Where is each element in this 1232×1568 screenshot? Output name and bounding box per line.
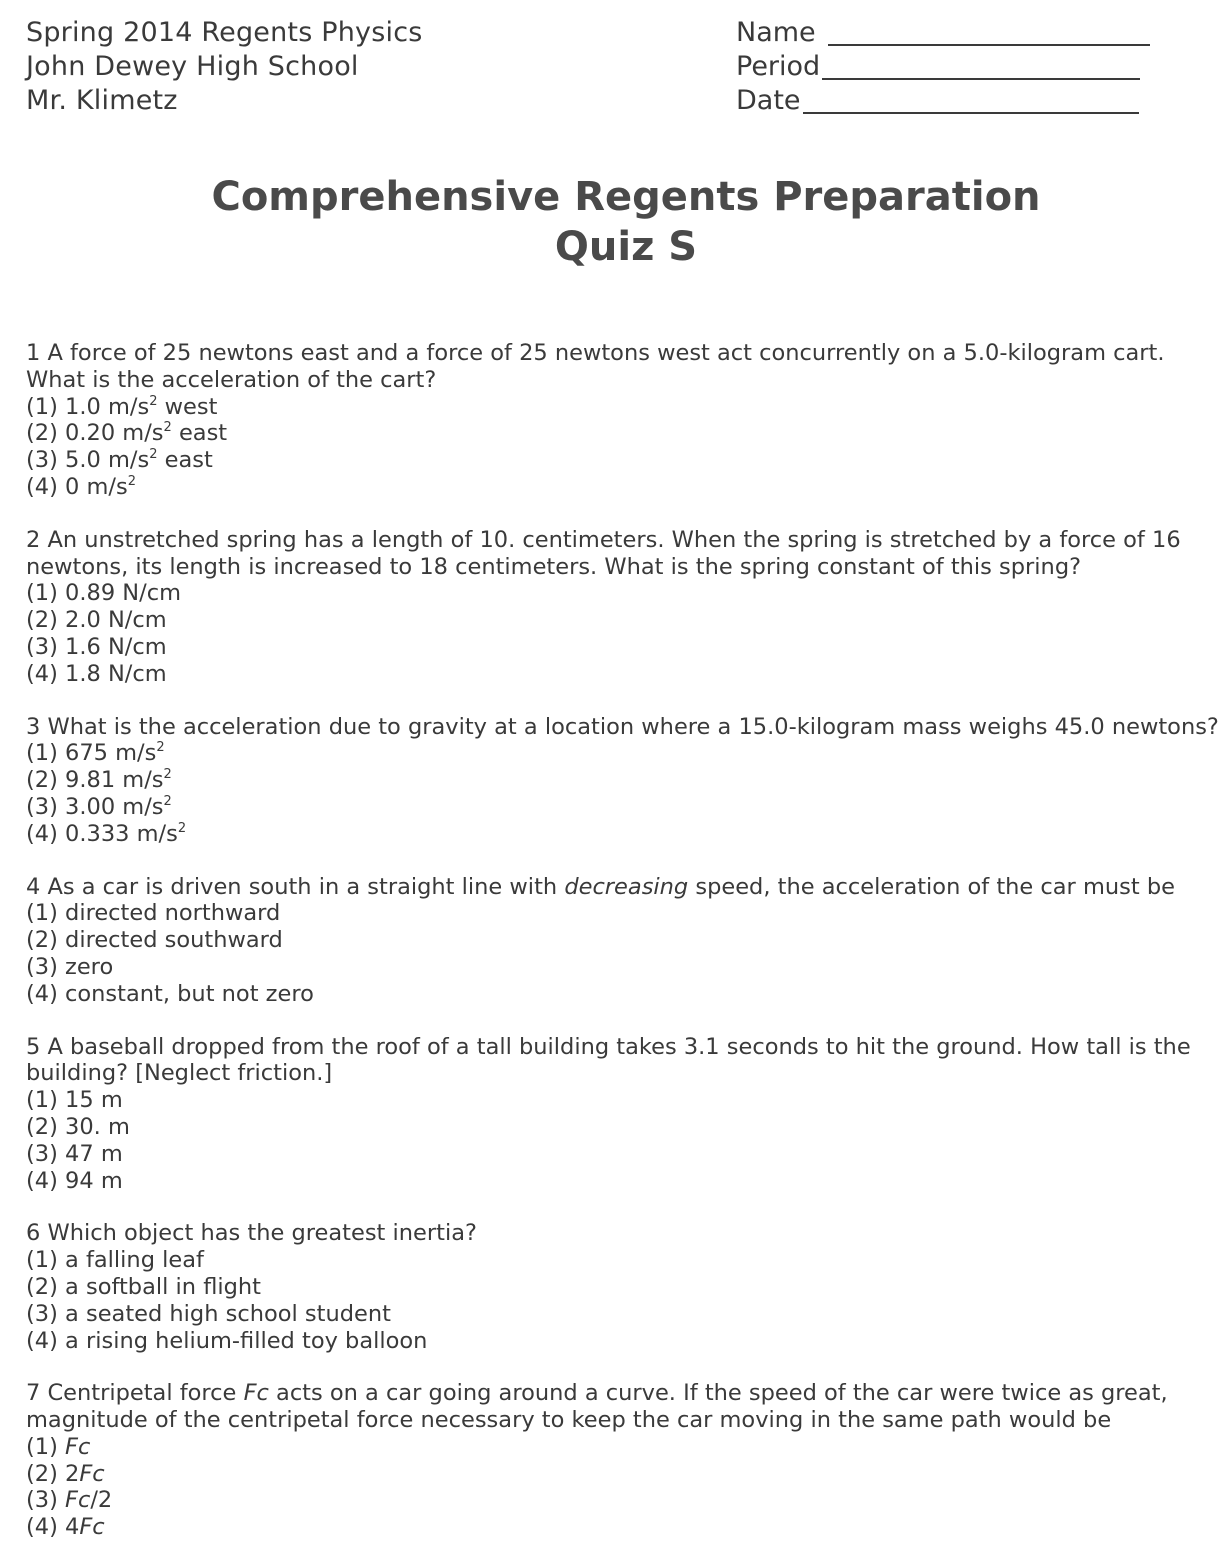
course-name: Spring 2014 Regents Physics	[26, 17, 423, 48]
question-stem: 7 Centripetal force Fc acts on a car going around a curve. If the speed of the car were twice as great, magnitude of the centripetal force necessary to keep the car moving in the same path would be	[26, 1380, 1168, 1434]
answer-option[interactable]: (2) directed southward	[26, 927, 283, 954]
answer-option[interactable]: (3) Fc/2	[26, 1487, 113, 1514]
question-stem: 1 A force of 25 newtons east and a force of 25 newtons west act concurrently on a 5.0-kilogram cart. What is the acceleration of the cart?	[26, 340, 1165, 393]
answer-option[interactable]: (4) 94 m	[26, 1167, 123, 1194]
answer-option[interactable]: (2) 2.0 N/cm	[26, 607, 167, 634]
answer-option[interactable]: (4) 0 $m/s^2$	[26, 473, 137, 500]
question-stem: 3 What is the acceleration due to gravity at a location where a 15.0-kilogram mass weighs 45.0 newtons?	[26, 713, 1219, 740]
period-field[interactable]	[736, 50, 1150, 84]
student-info-fields	[736, 16, 1150, 118]
question-stem: 6 Which object has the greatest inertia?	[26, 1220, 477, 1247]
teacher-name: Mr. Klimetz	[26, 85, 178, 116]
answer-option[interactable]: (1) a falling leaf	[26, 1247, 204, 1274]
answer-option[interactable]: (1) 1.0 $m/s^2$ west	[26, 393, 218, 420]
title-line-1: Comprehensive Regents Preparation	[211, 174, 1041, 220]
question-5	[26, 1034, 1226, 1195]
question-4	[26, 874, 1226, 1008]
answer-option[interactable]: (2) 30. m	[26, 1113, 130, 1140]
school-name: John Dewey High School	[26, 51, 359, 82]
answer-option[interactable]: (3) zero	[26, 953, 114, 980]
answer-option[interactable]: (3) 5.0 $m/s^2$ east	[26, 447, 213, 474]
title-line-2: Quiz S	[554, 224, 698, 270]
answer-option[interactable]: (3) 3.00 $m/s^2$	[26, 793, 172, 820]
question-6	[26, 1220, 1226, 1354]
date-label: Date	[736, 85, 801, 116]
question-2	[26, 527, 1226, 688]
period-blank-line[interactable]	[822, 78, 1140, 80]
answer-option[interactable]: (2) 0.20 $m/s^2$ east	[26, 420, 228, 447]
answer-option[interactable]: (2) a softball in flight	[26, 1273, 261, 1300]
answer-option[interactable]: (1) Fc	[26, 1433, 91, 1460]
answer-option[interactable]: (1) 0.89 N/cm	[26, 580, 181, 607]
answer-option[interactable]: (1) directed northward	[26, 900, 281, 927]
name-label: Name	[736, 17, 816, 48]
question-stem: 2 An unstretched spring has a length of 10. centimeters. When the spring is stretched by a force of 16 newtons, its length is increased to 18 centimeters. What is the spring constant of this spring?	[26, 526, 1181, 580]
answer-option[interactable]: (1) 15 m	[26, 1087, 123, 1114]
date-blank-line[interactable]	[803, 112, 1139, 114]
answer-option[interactable]: (3) a seated high school student	[26, 1300, 391, 1327]
question-list	[26, 340, 1226, 1567]
answer-option[interactable]: (2) 2Fc	[26, 1460, 105, 1487]
name-field[interactable]	[736, 16, 1150, 50]
question-stem: 5 A baseball dropped from the roof of a tall building takes 3.1 seconds to hit the ground. How tall is the building? [Neglect friction.]	[26, 1033, 1191, 1087]
name-blank-line[interactable]	[828, 44, 1150, 46]
answer-option[interactable]: (2) 9.81 $m/s^2$	[26, 767, 172, 794]
answer-option[interactable]: (4) 0.333 $m/s^2$	[26, 820, 187, 847]
answer-option[interactable]: (4) a rising helium-filled toy balloon	[26, 1327, 428, 1354]
answer-option[interactable]: (3) 47 m	[26, 1140, 123, 1167]
period-label: Period	[736, 51, 821, 82]
question-stem: 4 As a car is driven south in a straight line with decreasing speed, the acceleration of the car must be	[26, 873, 1175, 900]
answer-option[interactable]: (4) 4Fc	[26, 1514, 105, 1541]
answer-option[interactable]: (4) 1.8 N/cm	[26, 660, 167, 687]
question-3	[26, 714, 1226, 848]
date-field[interactable]	[736, 84, 1150, 118]
question-1	[26, 340, 1226, 501]
answer-option[interactable]: (3) 1.6 N/cm	[26, 633, 167, 660]
answer-option[interactable]: (1) 675 $m/s^2$	[26, 740, 165, 767]
question-7	[26, 1380, 1226, 1541]
answer-option[interactable]: (4) constant, but not zero	[26, 980, 314, 1007]
quiz-title	[0, 172, 1232, 272]
course-info	[26, 16, 423, 118]
